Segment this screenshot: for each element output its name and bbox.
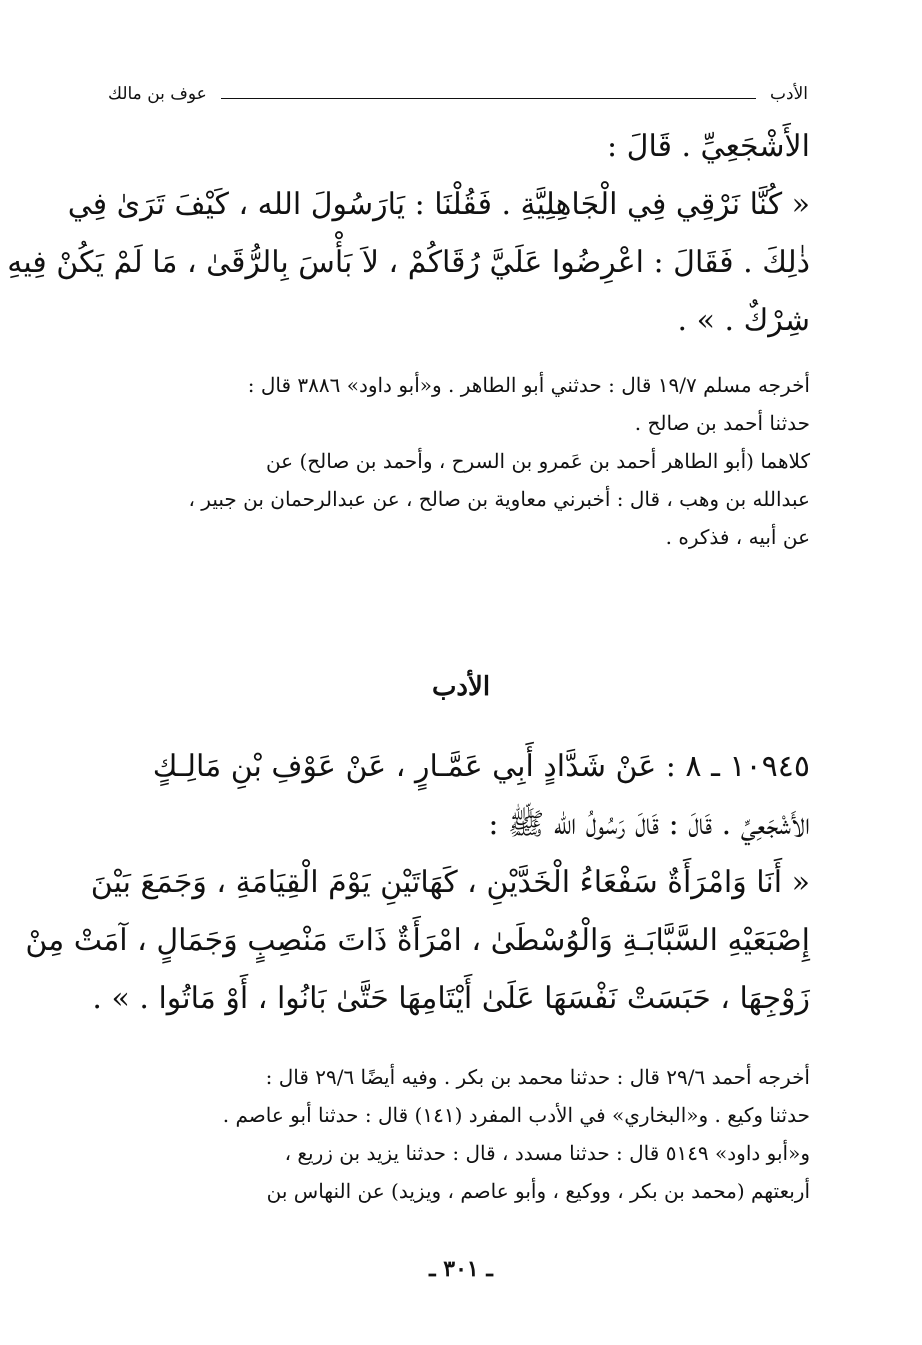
- text-line: زَوْجِهَا ، حَبَسَتْ نَفْسَهَا عَلَىٰ أَيْتَامِهَا حَتَّىٰ بَانُوا ، أَوْ مَاتُوا . » .: [92, 981, 810, 1016]
- header-chapter-title: الأدب: [770, 84, 808, 104]
- note-line: و«أبو داود» ٥١٤٩ قال : حدثنا مسدد ، قال : حدثنا يزيد بن زريع ،: [284, 1141, 810, 1165]
- note-line: عن أبيه ، فذكره .: [665, 525, 810, 549]
- takhrij-note-1: [100, 366, 810, 556]
- note-line: أخرجه مسلم ١٩/٧ قال : حدثني أبو الطاهر . و«أبو داود» ٣٨٨٦ قال :: [247, 373, 810, 397]
- text-line: ذٰلِكَ . فَقَالَ : اعْرِضُوا عَلَيَّ رُقَاكُمْ ، لاَ بَأْسَ بِالرُّقَىٰ ، مَا لَمْ يَكُنْ فِيهِ: [7, 245, 810, 280]
- takhrij-note-2: [100, 1058, 810, 1210]
- note-line: حدثنا أحمد بن صالح .: [634, 411, 810, 435]
- header-narrator-title: عوف بن مالك: [108, 84, 207, 104]
- text-line: الأَشْجَعِيِّ . قَالَ : قَالَ رَسُولُ الله ﷺ :: [488, 807, 810, 842]
- section-heading: الأدب: [431, 672, 491, 702]
- header-rule: [221, 98, 756, 99]
- note-line: أخرجه أحمد ٢٩/٦ قال : حدثنا محمد بن بكر . وفيه أيضًا ٢٩/٦ قال :: [265, 1065, 810, 1089]
- text-line: ١٠٩٤٥ ـ ٨ : عَنْ شَدَّادٍ أَبِي عَمَّـارٍ ، عَنْ عَوْفِ بْنِ مَالِـكٍ: [152, 749, 810, 784]
- text-line: الأَشْجَعِيِّ . قَالَ :: [607, 129, 810, 164]
- text-line: إِصْبَعَيْهِ السَّبَّابَـةِ وَالْوُسْطَىٰ ، امْرَأَةٌ ذَاتَ مَنْصِبٍ وَجَمَالٍ ، آمَتْ مِنْ: [25, 923, 810, 958]
- running-header: [108, 80, 808, 108]
- note-line: كلاهما (أبو الطاهر أحمد بن عَمرو بن السرح ، وأحمد بن صالح) عن: [265, 449, 810, 473]
- continued-hadith-text: [7, 118, 810, 350]
- text-line: « أَنَا وَامْرَأَةٌ سَفْعَاءُ الْخَدَّيْنِ ، كَهَاتَيْنِ يَوْمَ الْقِيَامَةِ ، وَجَمَعَ بَيْنَ: [90, 865, 810, 900]
- note-line: حدثنا وكيع . و«البخاري» في الأدب المفرد (١٤١) قال : حدثنا أبو عاصم .: [222, 1103, 810, 1127]
- page-number: ـ ٣٠١ ـ: [429, 1256, 493, 1282]
- text-line: « كُنَّا نَرْقِي فِي الْجَاهِلِيَّةِ . فَقُلْنَا : يَارَسُولَ الله ، كَيْفَ تَرَىٰ فِي: [67, 187, 810, 222]
- text-line: شِرْكٌ . » .: [677, 303, 810, 338]
- note-line: أربعتهم (محمد بن بكر ، ووكيع ، وأبو عاصم ، ويزيد) عن النهاس بن: [266, 1179, 810, 1203]
- hadith-text: [25, 738, 810, 1028]
- note-line: عبدالله بن وهب ، قال : أخبرني معاوية بن صالح ، عن عبدالرحمان بن جبير ،: [188, 487, 810, 511]
